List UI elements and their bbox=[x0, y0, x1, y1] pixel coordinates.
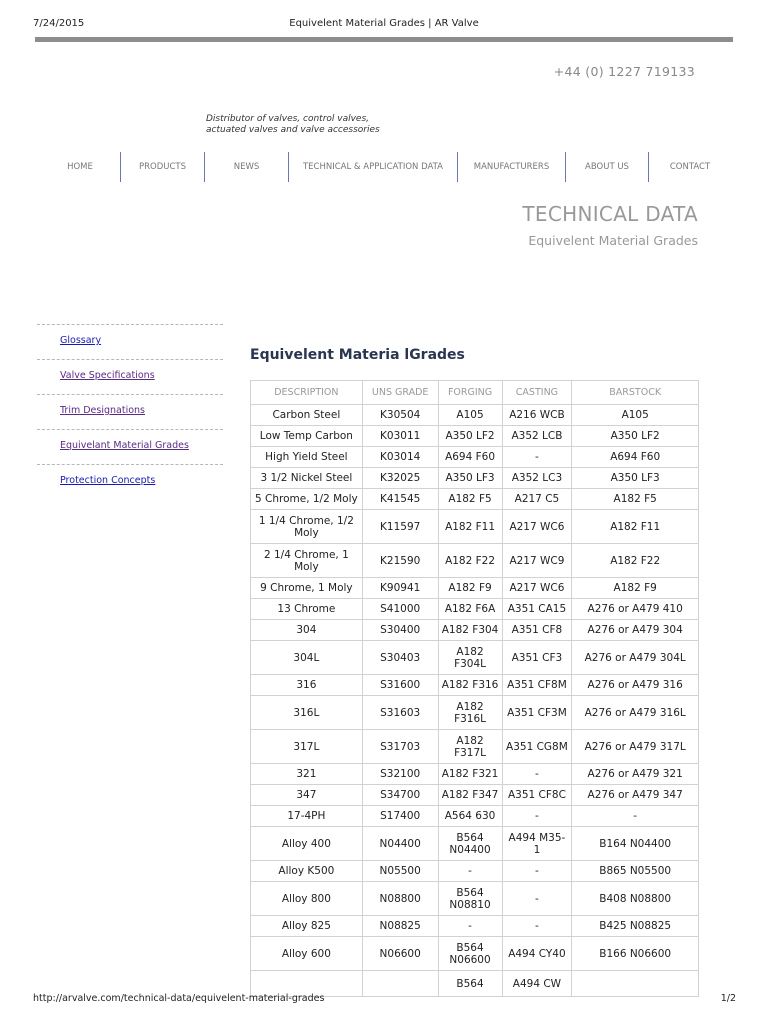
table-row bbox=[251, 489, 699, 510]
table-cell: K03014 bbox=[362, 447, 438, 468]
table-cell: S31600 bbox=[362, 675, 438, 696]
table-cell: A351 CF3M bbox=[502, 696, 572, 730]
table-cell: A217 C5 bbox=[502, 489, 572, 510]
content-title: Equivelent Materia lGrades bbox=[250, 347, 465, 363]
print-title: Equivelent Material Grades | AR Valve bbox=[289, 18, 479, 29]
print-date: 7/24/2015 bbox=[33, 18, 85, 29]
table-cell: N08800 bbox=[362, 882, 438, 916]
table-cell: A350 LF3 bbox=[438, 468, 502, 489]
table-cell: Alloy 600 bbox=[251, 937, 363, 971]
table-cell: A216 WCB bbox=[502, 405, 572, 426]
table-cell: B564 N08810 bbox=[438, 882, 502, 916]
table-cell: 304 bbox=[251, 620, 363, 641]
table-cell: A276 or A479 347 bbox=[572, 785, 699, 806]
table-cell: N04400 bbox=[362, 827, 438, 861]
table-cell: A351 CA15 bbox=[502, 599, 572, 620]
table-cell: 3 1/2 Nickel Steel bbox=[251, 468, 363, 489]
nav-technical-data[interactable]: TECHNICAL & APPLICATION DATA bbox=[302, 162, 444, 172]
table-cell: A494 CY40 bbox=[502, 937, 572, 971]
table-cell: S17400 bbox=[362, 806, 438, 827]
table-cell: 5 Chrome, 1/2 Moly bbox=[251, 489, 363, 510]
nav-manufacturers[interactable]: MANUFACTURERS bbox=[473, 162, 550, 172]
table-cell: A105 bbox=[438, 405, 502, 426]
tagline-line: Distributor of valves, control valves, bbox=[206, 114, 370, 124]
sidebar-link[interactable]: Equivelant Material Grades bbox=[60, 440, 189, 451]
table-cell: 2 1/4 Chrome, 1 Moly bbox=[251, 544, 363, 578]
table-cell: A276 or A479 317L bbox=[572, 730, 699, 764]
table-cell: A494 M35-1 bbox=[502, 827, 572, 861]
page-title: TECHNICAL DATA bbox=[522, 202, 698, 226]
table-row bbox=[251, 447, 699, 468]
table-cell: 9 Chrome, 1 Moly bbox=[251, 578, 363, 599]
table-cell: A352 LCB bbox=[502, 426, 572, 447]
table-cell: A276 or A479 321 bbox=[572, 764, 699, 785]
table-cell: A217 WC9 bbox=[502, 544, 572, 578]
table-cell: 317L bbox=[251, 730, 363, 764]
table-cell: N08825 bbox=[362, 916, 438, 937]
table-cell: A182 F321 bbox=[438, 764, 502, 785]
table-cell: A351 CF8C bbox=[502, 785, 572, 806]
column-header: BARSTOCK bbox=[572, 381, 699, 405]
table-cell: - bbox=[502, 806, 572, 827]
table-header-row bbox=[251, 381, 699, 405]
material-grades-table bbox=[250, 380, 699, 997]
table-cell bbox=[572, 971, 699, 997]
table-cell: A182 F6A bbox=[438, 599, 502, 620]
table-cell: A276 or A479 316 bbox=[572, 675, 699, 696]
nav-contact[interactable]: CONTACT bbox=[669, 162, 711, 172]
table-cell: B425 N08825 bbox=[572, 916, 699, 937]
table-row bbox=[251, 405, 699, 426]
table-cell: A182 F11 bbox=[438, 510, 502, 544]
table-cell: 316 bbox=[251, 675, 363, 696]
table-cell: A351 CG8M bbox=[502, 730, 572, 764]
table-cell: 316L bbox=[251, 696, 363, 730]
table-cell: A105 bbox=[572, 405, 699, 426]
sidebar bbox=[37, 324, 223, 499]
table-row bbox=[251, 764, 699, 785]
table-cell: S31703 bbox=[362, 730, 438, 764]
table-row bbox=[251, 785, 699, 806]
table-cell: A352 LC3 bbox=[502, 468, 572, 489]
main-nav bbox=[40, 152, 730, 182]
table-row bbox=[251, 510, 699, 544]
table-cell: B408 N08800 bbox=[572, 882, 699, 916]
table-cell: A182 F5 bbox=[572, 489, 699, 510]
tagline-line: actuated valves and valve accessories bbox=[206, 125, 380, 135]
table-cell: S30400 bbox=[362, 620, 438, 641]
table-row bbox=[251, 426, 699, 447]
table-cell: 321 bbox=[251, 764, 363, 785]
table-row bbox=[251, 620, 699, 641]
table-row bbox=[251, 916, 699, 937]
header-bar bbox=[35, 37, 733, 42]
table-cell: A182 F9 bbox=[438, 578, 502, 599]
table-cell: Low Temp Carbon bbox=[251, 426, 363, 447]
table-cell: K41545 bbox=[362, 489, 438, 510]
table-cell: S31603 bbox=[362, 696, 438, 730]
table-cell: A276 or A479 304L bbox=[572, 641, 699, 675]
table-cell: A694 F60 bbox=[572, 447, 699, 468]
table-cell: High Yield Steel bbox=[251, 447, 363, 468]
table-cell: - bbox=[502, 861, 572, 882]
table-cell: 304L bbox=[251, 641, 363, 675]
table-cell: A217 WC6 bbox=[502, 578, 572, 599]
column-header: CASTING bbox=[502, 381, 572, 405]
table-cell: N06600 bbox=[362, 937, 438, 971]
table-cell: A350 LF2 bbox=[438, 426, 502, 447]
phone-number[interactable]: +44 (0) 1227 719133 bbox=[553, 64, 695, 79]
table-row bbox=[251, 578, 699, 599]
table-cell: K32025 bbox=[362, 468, 438, 489]
table-cell: - bbox=[438, 861, 502, 882]
sidebar-link[interactable]: Protection Concepts bbox=[60, 475, 156, 486]
table-cell: - bbox=[572, 806, 699, 827]
table-cell: - bbox=[502, 882, 572, 916]
table-row bbox=[251, 641, 699, 675]
table-cell: K11597 bbox=[362, 510, 438, 544]
table-row bbox=[251, 730, 699, 764]
table-cell: Alloy 400 bbox=[251, 827, 363, 861]
table-row bbox=[251, 468, 699, 489]
table-cell: K90941 bbox=[362, 578, 438, 599]
print-page-number: 1/2 bbox=[720, 993, 736, 1004]
table-cell: A217 WC6 bbox=[502, 510, 572, 544]
column-header: FORGING bbox=[438, 381, 502, 405]
table-cell: A182 F347 bbox=[438, 785, 502, 806]
table-row bbox=[251, 861, 699, 882]
nav-about-us[interactable]: ABOUT US bbox=[585, 162, 629, 172]
table-cell: A351 CF3 bbox=[502, 641, 572, 675]
table-cell: Alloy K500 bbox=[251, 861, 363, 882]
table-cell: S30403 bbox=[362, 641, 438, 675]
table-row bbox=[251, 544, 699, 578]
table-cell: Carbon Steel bbox=[251, 405, 363, 426]
table-cell: - bbox=[502, 916, 572, 937]
table-cell: A182 F316L bbox=[438, 696, 502, 730]
sidebar-item-protection-concepts bbox=[37, 464, 223, 499]
table-cell: S41000 bbox=[362, 599, 438, 620]
table-cell: A276 or A479 316L bbox=[572, 696, 699, 730]
sidebar-item-trim-designations bbox=[37, 394, 223, 429]
table-row bbox=[251, 882, 699, 916]
table-cell: A182 F22 bbox=[572, 544, 699, 578]
sidebar-item-glossary bbox=[37, 324, 223, 359]
table-row bbox=[251, 827, 699, 861]
table-cell: A694 F60 bbox=[438, 447, 502, 468]
table-cell: A351 CF8M bbox=[502, 675, 572, 696]
print-header bbox=[0, 0, 768, 30]
table-cell bbox=[362, 971, 438, 997]
table-cell: B564 N04400 bbox=[438, 827, 502, 861]
table-cell: S34700 bbox=[362, 785, 438, 806]
table-cell: N05500 bbox=[362, 861, 438, 882]
table-cell: A182 F11 bbox=[572, 510, 699, 544]
table-cell: 17-4PH bbox=[251, 806, 363, 827]
table-cell: A350 LF3 bbox=[572, 468, 699, 489]
table-cell: B164 N04400 bbox=[572, 827, 699, 861]
table-cell: A350 LF2 bbox=[572, 426, 699, 447]
column-header: DESCRIPTION bbox=[251, 381, 363, 405]
table-cell: - bbox=[502, 764, 572, 785]
table-cell: 347 bbox=[251, 785, 363, 806]
table-cell: B564 bbox=[438, 971, 502, 997]
table-cell: 13 Chrome bbox=[251, 599, 363, 620]
table-cell: S32100 bbox=[362, 764, 438, 785]
table-cell: A182 F9 bbox=[572, 578, 699, 599]
table-cell: K30504 bbox=[362, 405, 438, 426]
sidebar-link[interactable]: Valve Specifications bbox=[60, 370, 155, 381]
table-cell: A182 F317L bbox=[438, 730, 502, 764]
column-header: UNS GRADE bbox=[362, 381, 438, 405]
table-cell: A494 CW bbox=[502, 971, 572, 997]
tagline bbox=[206, 114, 380, 136]
nav-home[interactable]: HOME bbox=[67, 162, 93, 172]
table-row bbox=[251, 937, 699, 971]
table-cell: K21590 bbox=[362, 544, 438, 578]
table-cell: - bbox=[502, 447, 572, 468]
table-row bbox=[251, 599, 699, 620]
table-cell: B166 N06600 bbox=[572, 937, 699, 971]
print-url: http://arvalve.com/technical-data/equivelent-material-grades bbox=[33, 993, 325, 1004]
nav-products[interactable]: PRODUCTS bbox=[138, 162, 186, 172]
table-cell: - bbox=[438, 916, 502, 937]
table-cell: A182 F304L bbox=[438, 641, 502, 675]
table-row bbox=[251, 806, 699, 827]
page-subtitle: Equivelent Material Grades bbox=[528, 233, 698, 248]
table-cell: A351 CF8 bbox=[502, 620, 572, 641]
sidebar-item-material-grades bbox=[37, 429, 223, 464]
table-cell: 1 1/4 Chrome, 1/2 Moly bbox=[251, 510, 363, 544]
sidebar-link[interactable]: Glossary bbox=[60, 335, 102, 346]
table-cell: A182 F304 bbox=[438, 620, 502, 641]
table-cell: A276 or A479 410 bbox=[572, 599, 699, 620]
nav-news[interactable]: NEWS bbox=[233, 162, 260, 172]
table-cell: A182 F316 bbox=[438, 675, 502, 696]
table-cell: A182 F5 bbox=[438, 489, 502, 510]
sidebar-item-valve-specifications bbox=[37, 359, 223, 394]
table-cell: Alloy 825 bbox=[251, 916, 363, 937]
table-row bbox=[251, 696, 699, 730]
table-cell: K03011 bbox=[362, 426, 438, 447]
table-cell: B564 N06600 bbox=[438, 937, 502, 971]
table-cell: Alloy 800 bbox=[251, 882, 363, 916]
sidebar-link[interactable]: Trim Designations bbox=[60, 405, 145, 416]
table-row bbox=[251, 675, 699, 696]
table-cell: A182 F22 bbox=[438, 544, 502, 578]
table-cell: A564 630 bbox=[438, 806, 502, 827]
table-cell: B865 N05500 bbox=[572, 861, 699, 882]
table-cell: A276 or A479 304 bbox=[572, 620, 699, 641]
